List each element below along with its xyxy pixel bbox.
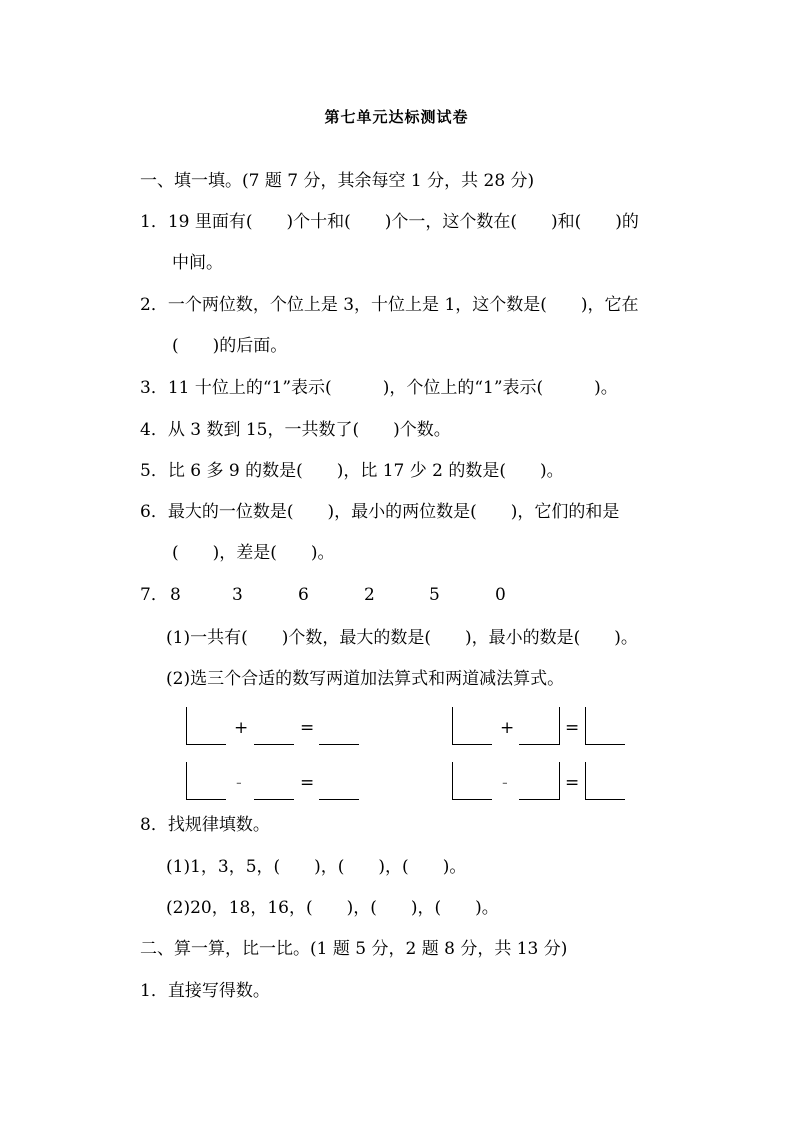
question-number: 6． bbox=[140, 502, 168, 522]
question-6-cont: ( )，差是( )。 bbox=[172, 543, 335, 563]
answer-blank[interactable] bbox=[452, 744, 492, 745]
plus-sign: + bbox=[234, 718, 249, 738]
answer-box-edge bbox=[186, 707, 187, 745]
question-1 bbox=[140, 210, 639, 234]
question-5 bbox=[140, 459, 564, 483]
answer-box-edge bbox=[452, 707, 453, 745]
answer-box-edge bbox=[186, 762, 187, 800]
question-8-sub-1: (1)1，3，5，( )，( )，( )。 bbox=[166, 857, 467, 877]
question-number: 1． bbox=[140, 981, 168, 1001]
minus-sign: - bbox=[236, 773, 242, 793]
question-text: 直接写得数。 bbox=[167, 981, 270, 1001]
section-2-question-1 bbox=[140, 979, 270, 1003]
answer-blank[interactable] bbox=[519, 799, 559, 800]
answer-blank[interactable] bbox=[519, 744, 559, 745]
answer-box-edge bbox=[585, 762, 586, 800]
question-8-sub-2: (2)20，18，16，( )，( )，( )。 bbox=[166, 898, 499, 918]
question-text: 比 6 多 9 的数是( )，比 17 少 2 的数是( )。 bbox=[167, 461, 564, 481]
answer-box-edge bbox=[559, 707, 560, 745]
answer-box-edge bbox=[452, 762, 453, 800]
number-item: 2 bbox=[364, 585, 375, 605]
section-1-heading: 一、填一填。(7 题 7 分，其余每空 1 分，共 28 分) bbox=[140, 171, 535, 191]
answer-blank[interactable] bbox=[186, 744, 226, 745]
question-text: 一个两位数，个位上是 3，十位上是 1，这个数是( )，它在 bbox=[167, 295, 639, 315]
question-text: 11 十位上的“1”表示( )，个位上的“1”表示( )。 bbox=[167, 378, 618, 398]
question-4 bbox=[140, 418, 451, 442]
plus-sign: + bbox=[500, 718, 515, 738]
section-2-heading: 二、算一算，比一比。(1 题 5 分，2 题 8 分，共 13 分) bbox=[140, 939, 568, 959]
answer-blank[interactable] bbox=[186, 799, 226, 800]
answer-box-edge bbox=[559, 762, 560, 800]
number-item: 5 bbox=[429, 585, 440, 605]
question-number: 2． bbox=[140, 295, 168, 315]
page-title: 第七单元达标测试卷 bbox=[324, 108, 469, 126]
number-item: 8 bbox=[170, 585, 181, 605]
question-text: 从 3 数到 15，一共数了( )个数。 bbox=[167, 420, 451, 440]
question-number: 5． bbox=[140, 461, 168, 481]
number-item: 0 bbox=[495, 585, 506, 605]
question-text: 找规律填数。 bbox=[167, 815, 270, 835]
equals-sign: = bbox=[300, 773, 315, 793]
answer-blank[interactable] bbox=[585, 799, 625, 800]
minus-sign: - bbox=[502, 773, 508, 793]
question-8 bbox=[140, 813, 270, 837]
answer-blank[interactable] bbox=[585, 744, 625, 745]
question-7-sub-2: (2)选三个合适的数写两道加法算式和两道减法算式。 bbox=[166, 669, 565, 689]
answer-blank[interactable] bbox=[319, 744, 359, 745]
question-number: 8． bbox=[140, 815, 168, 835]
question-text: 最大的一位数是( )，最小的两位数是( )，它们的和是 bbox=[167, 502, 620, 522]
equals-sign: = bbox=[565, 773, 580, 793]
answer-blank[interactable] bbox=[452, 799, 492, 800]
number-item: 6 bbox=[298, 585, 309, 605]
question-7-sub-1: (1)一共有( )个数，最大的数是( )，最小的数是( )。 bbox=[166, 628, 638, 648]
question-number: 7． bbox=[140, 585, 168, 605]
question-text: 19 里面有( )个十和( )个一，这个数在( )和( )的 bbox=[167, 212, 639, 232]
answer-blank[interactable] bbox=[254, 799, 294, 800]
answer-box-edge bbox=[585, 707, 586, 745]
question-number: 1． bbox=[140, 212, 168, 232]
equals-sign: = bbox=[300, 718, 315, 738]
question-1-cont: 中间。 bbox=[172, 253, 223, 273]
question-2 bbox=[140, 293, 639, 317]
question-3 bbox=[140, 376, 618, 400]
number-item: 3 bbox=[232, 585, 243, 605]
question-6 bbox=[140, 500, 619, 524]
question-number: 4． bbox=[140, 420, 168, 440]
answer-blank[interactable] bbox=[254, 744, 294, 745]
question-7 bbox=[140, 583, 168, 607]
question-2-cont: ( )的后面。 bbox=[172, 336, 288, 356]
answer-blank[interactable] bbox=[319, 799, 359, 800]
equals-sign: = bbox=[565, 718, 580, 738]
question-number: 3． bbox=[140, 378, 168, 398]
